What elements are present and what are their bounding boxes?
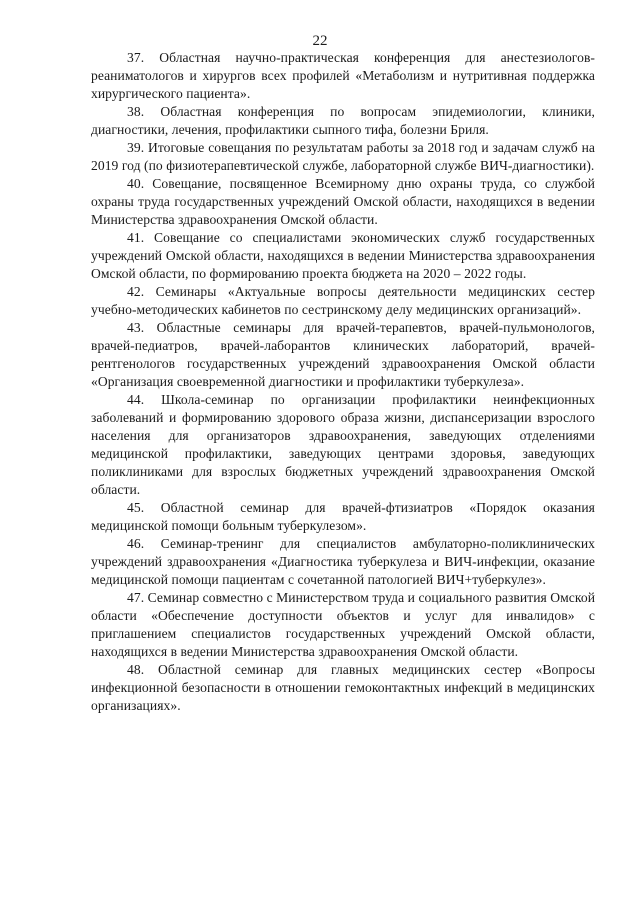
list-item-39: 39. Итоговые совещания по результатам работы за 2018 год и задачам служб на 2019 год (по физиотерапевтической службе, лабораторной службе ВИЧ-диагностики). <box>91 140 595 173</box>
list-item-44: 44. Школа-семинар по организации профилактики неинфекционных заболеваний и формированию здорового образа жизни, диспансеризации взрослого населения для организаторов здравоохранения, заведующих отделениями медицинской профилактики, заведующих центрами здоровья, заведующих поликлиниками для взрослых бюджетных учреждений здравоохранения Омской области. <box>91 392 595 497</box>
list-item-45: 45. Областной семинар для врачей-фтизиатров «Порядок оказания медицинской помощи больным туберкулезом». <box>91 500 595 533</box>
list-item-37: 37. Областная научно-практическая конференция для анестезиологов-реаниматологов и хирургов всех профилей «Метаболизм и нутритивная поддержка хирургического пациента». <box>91 50 595 101</box>
document-body <box>91 49 595 715</box>
list-item-48: 48. Областной семинар для главных медицинских сестер «Вопросы инфекционной безопасности в отношении гемоконтактных инфекций в медицинских организациях». <box>91 662 595 713</box>
list-item-41: 41. Совещание со специалистами экономических служб государственных учреждений Омской области, находящихся в ведении Министерства здравоохранения Омской области, по формированию проекта бюджета на 2020 – 2022 годы. <box>91 230 595 281</box>
list-item-46: 46. Семинар-тренинг для специалистов амбулаторно-поликлинических учреждений здравоохранения «Диагностика туберкулеза и ВИЧ-инфекции, оказание медицинской помощи пациентам с сочетанной патологией ВИЧ+туберкулез». <box>91 536 595 587</box>
list-item-40: 40. Совещание, посвященное Всемирному дню охраны труда, со службой охраны труда государственных учреждений Омской области, находящихся в ведении Министерства здравоохранения Омской области. <box>91 176 595 227</box>
page-number: 22 <box>312 33 328 49</box>
list-item-38: 38. Областная конференция по вопросам эпидемиологии, клиники, диагностики, лечения, профилактики сыпного тифа, болезни Бриля. <box>91 104 595 137</box>
list-item-42: 42. Семинары «Актуальные вопросы деятельности медицинских сестер учебно-методических кабинетов по сестринскому делу медицинских организаций». <box>91 284 595 317</box>
list-item-43: 43. Областные семинары для врачей-терапевтов, врачей-пульмонологов, врачей-педиатров, врачей-лаборантов клинических лабораторий, врачей-рентгенологов государственных учреждений здравоохранения Омской области «Организация своевременной диагностики и профилактики туберкулеза». <box>91 320 595 389</box>
list-item-47: 47. Семинар совместно с Министерством труда и социального развития Омской области «Обеспечение доступности объектов и услуг для инвалидов» с приглашением специалистов государственных учреждений Омской области, находящихся в ведении Министерства здравоохранения Омской области. <box>91 590 596 659</box>
